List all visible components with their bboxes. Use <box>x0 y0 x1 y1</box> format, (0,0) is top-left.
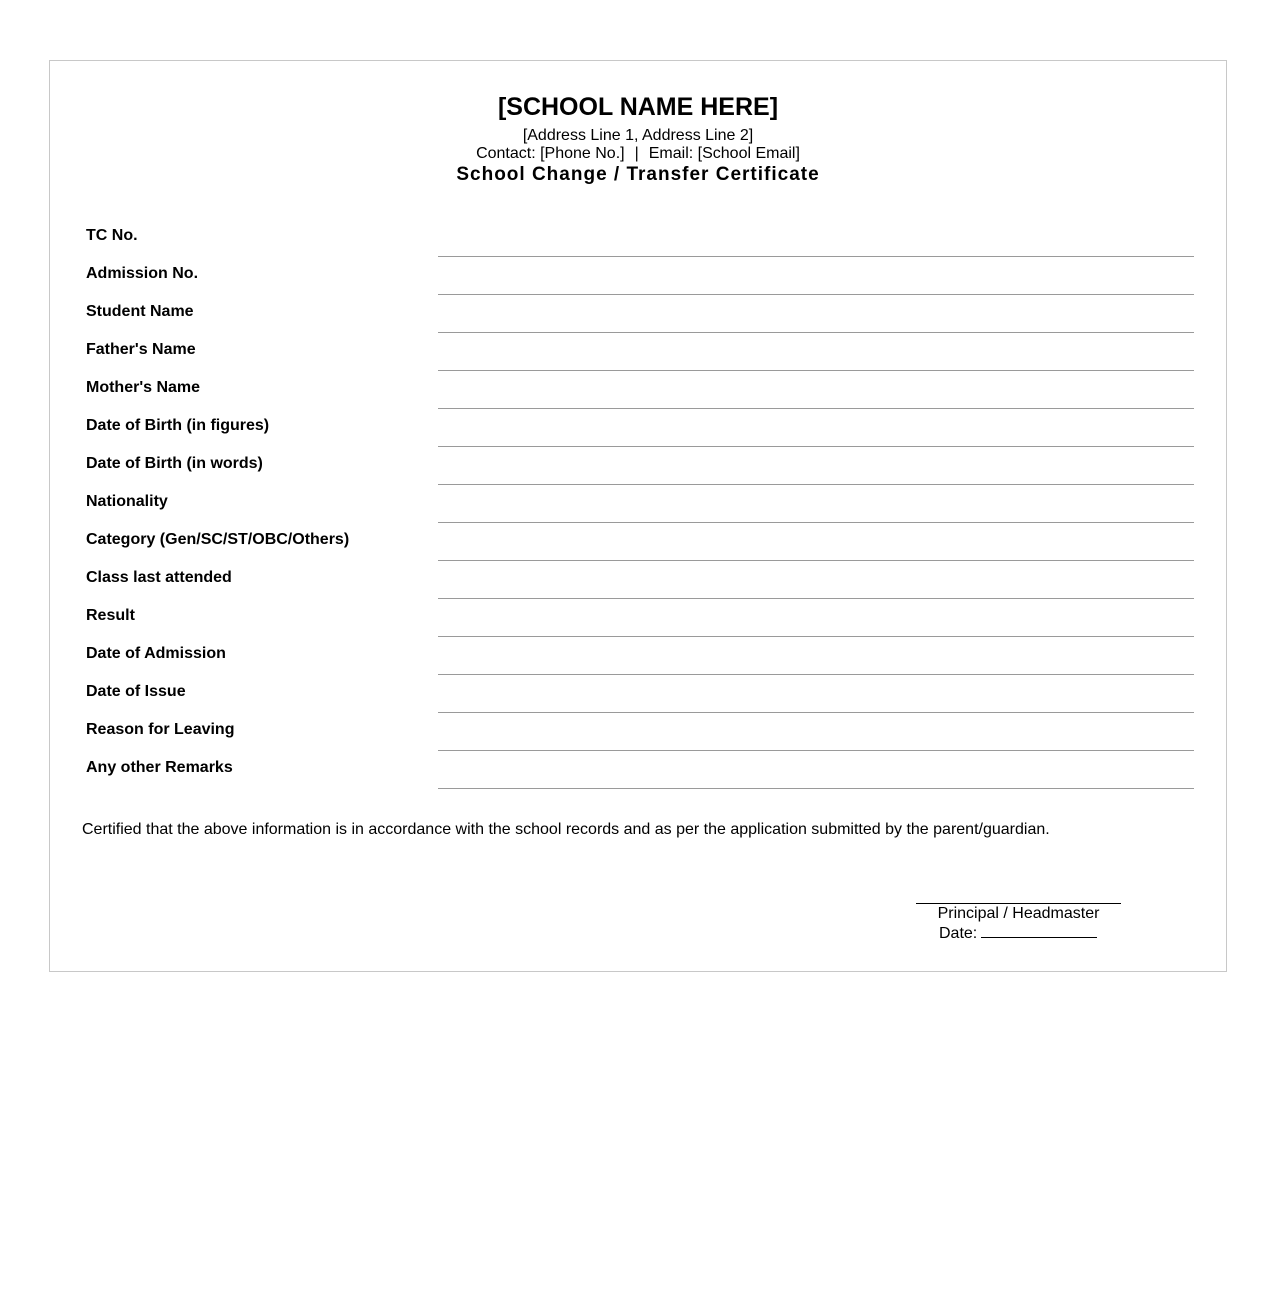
certificate-sheet <box>49 60 1227 972</box>
field-row <box>50 523 1226 561</box>
certification-statement: Certified that the above information is in accordance with the school records and as per the application submitted by the parent/guardian. <box>82 821 1050 838</box>
signature-role: Principal / Headmaster <box>937 905 1100 922</box>
field-label: Date of Issue <box>86 683 186 700</box>
field-row <box>50 599 1226 637</box>
school-address: [Address Line 1, Address Line 2] <box>522 127 754 144</box>
certificate-header <box>50 91 1226 186</box>
field-label: Student Name <box>86 303 194 320</box>
school-contact <box>50 145 1226 163</box>
signature-date-label: Date: <box>939 925 978 942</box>
field-row <box>50 637 1226 675</box>
field-label: Any other Remarks <box>86 759 233 776</box>
field-label: Reason for Leaving <box>86 721 235 738</box>
field-label: Admission No. <box>86 265 199 282</box>
field-label: Father's Name <box>86 341 196 358</box>
field-input-line[interactable] <box>438 788 1194 789</box>
contact-phone: Contact: [Phone No.] <box>476 145 625 162</box>
field-row <box>50 561 1226 599</box>
field-row <box>50 751 1226 789</box>
field-label: Date of Birth (in words) <box>86 455 263 472</box>
field-row <box>50 333 1226 371</box>
field-row <box>50 713 1226 751</box>
field-label: Mother's Name <box>86 379 201 396</box>
school-name: [SCHOOL NAME HERE] <box>497 93 779 121</box>
field-row <box>50 371 1226 409</box>
field-row <box>50 409 1226 447</box>
field-label: TC No. <box>86 227 138 244</box>
field-label: Class last attended <box>86 569 232 586</box>
field-row <box>50 675 1226 713</box>
field-row <box>50 295 1226 333</box>
signature-line[interactable] <box>916 903 1121 904</box>
signature-date <box>939 923 1121 943</box>
field-row <box>50 219 1226 257</box>
field-list <box>50 219 1226 789</box>
contact-separator: | <box>634 145 639 162</box>
field-row <box>50 485 1226 523</box>
certificate-title: School Change / Transfer Certificate <box>456 164 820 185</box>
field-label: Nationality <box>86 493 168 510</box>
signature-block <box>916 903 1121 943</box>
field-row <box>50 257 1226 295</box>
field-label: Category (Gen/SC/ST/OBC/Others) <box>86 531 350 548</box>
field-row <box>50 447 1226 485</box>
field-label: Date of Birth (in figures) <box>86 417 270 434</box>
field-label: Date of Admission <box>86 645 226 662</box>
contact-email: Email: [School Email] <box>648 145 800 162</box>
field-label: Result <box>86 607 135 624</box>
signature-date-blank[interactable] <box>981 923 1097 938</box>
